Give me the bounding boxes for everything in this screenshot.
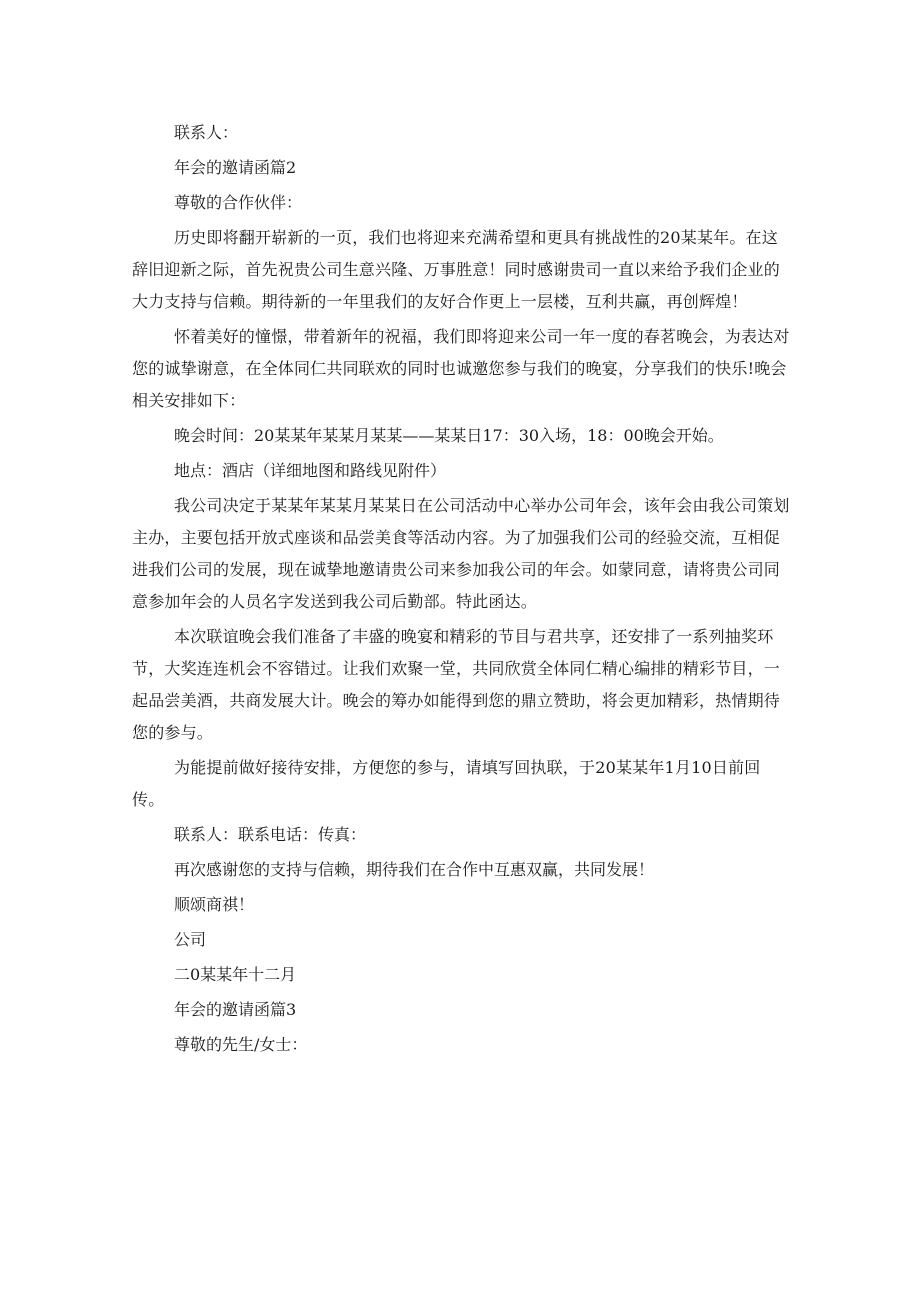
paragraph: 本次联谊晚会我们准备了丰盛的晚宴和精彩的节目与君共享，还安排了一系列抽奖环节，大奖连连机会不容错过。让我们欢聚一堂，共同欣赏全体同仁精心编排的精彩节目，一起品尝美酒，共商发展大计。晚会的筹办如能得到您的鼎立赞助，将会更加精彩，热情期待您的参与。 xyxy=(132,627,781,742)
section-heading: 年会的邀请函篇2 xyxy=(174,158,297,177)
section-heading: 年会的邀请函篇3 xyxy=(174,1000,297,1019)
salutation: 尊敬的先生/女士： xyxy=(174,1035,308,1054)
paragraph: 为能提前做好接待安排，方便您的参与，请填写回执联，于20某某年1月10日前回传。 xyxy=(132,758,761,809)
paragraph: 历史即将翻开崭新的一页，我们也将迎来充满希望和更具有挑战性的20某某年。在这辞旧迎新之际，首先祝贵公司生意兴隆、万事胜意！同时感谢贵司一直以来给予我们企业的大力支持与信赖。期待新的一年里我们的友好合作更上一层楼，互利共赢，再创辉煌！ xyxy=(132,228,781,311)
salutation: 尊敬的合作伙伴： xyxy=(174,193,303,212)
paragraph: 我公司决定于某某年某某月某某日在公司活动中心举办公司年会，该年会由我公司策划主办，主要包括开放式座谈和品尝美食等活动内容。为了加强我们公司的经验交流，互相促进我们公司的发展，现在诚挚地邀请贵公司来参加我公司的年会。如蒙同意，请将贵公司同意参加年会的人员名字发送到我公司后勤部。特此函达。 xyxy=(132,496,790,611)
contact-details: 联系人：联系电话：传真： xyxy=(174,825,367,844)
closing-thanks: 再次感谢您的支持与信赖，期待我们在合作中互惠双赢，共同发展！ xyxy=(174,860,655,879)
signature-date: 二0某某年十二月 xyxy=(174,965,297,984)
paragraph: 怀着美好的憧憬，带着新年的祝福，我们即将迎来公司一年一度的春茗晚会，为表达对您的诚挚谢意，在全体同仁共同联欢的同时也诚邀您参与我们的晚宴，分享我们的快乐!晚会相关安排如下： xyxy=(132,327,790,410)
signature-company: 公司 xyxy=(174,930,207,949)
event-time: 晚会时间：20某某年某某月某某——某某日17：30入场，18：00晚会开始。 xyxy=(174,426,724,445)
document-body xyxy=(132,117,790,1061)
contact-line: 联系人： xyxy=(174,123,239,142)
event-location: 地点：酒店（详细地图和路线见附件） xyxy=(174,461,447,480)
closing-greeting: 顺颂商祺！ xyxy=(174,895,255,914)
